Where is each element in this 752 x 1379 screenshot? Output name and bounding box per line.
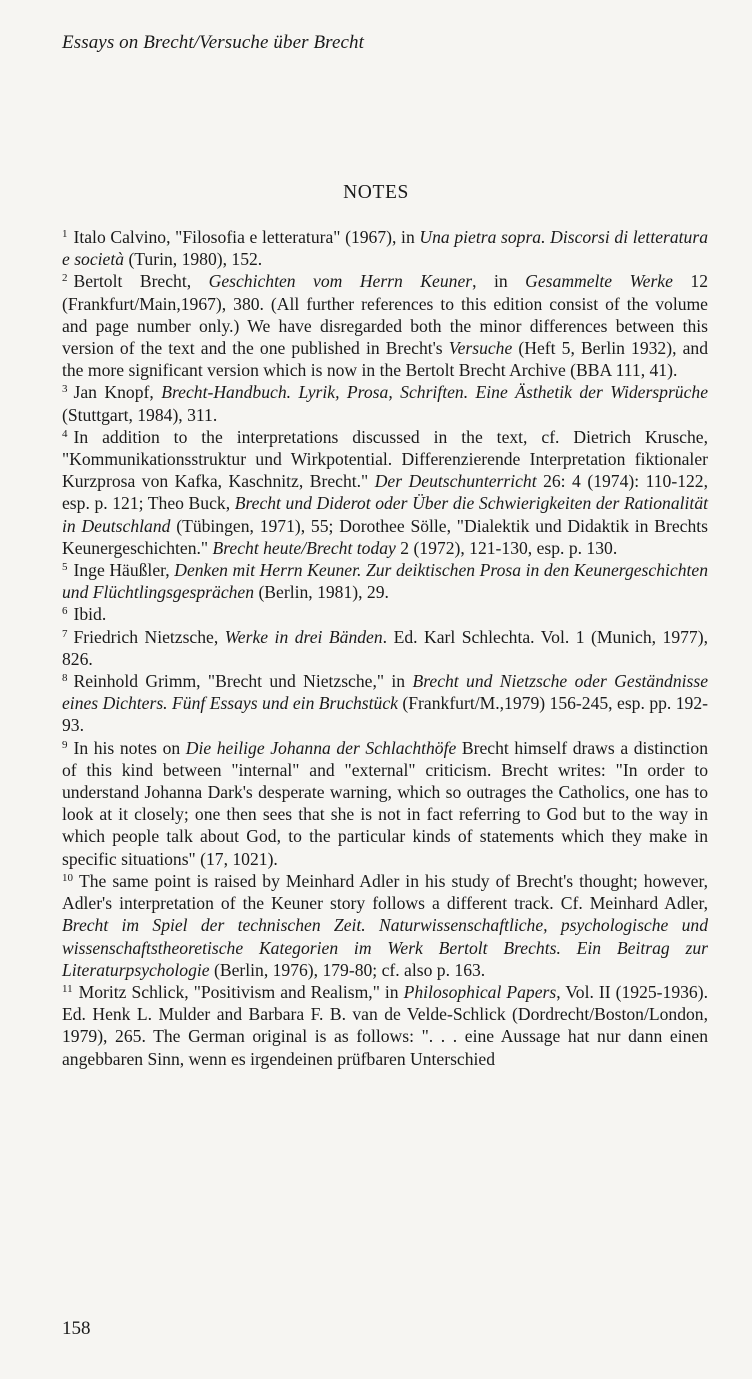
footnote-number: 3 — [62, 383, 68, 396]
footnote-text: , Vol. II (1925-1936). Ed. Henk L. Mulder and Barbara F. B. van de Velde-Schlick (Dordrecht/Boston/London, 1979), 265. The German original is as follows: ". . . eine Aussage hat nur dann einen angebbaren Sinn, wenn es irgendeinen prüfbaren Unterschied — [62, 981, 708, 1069]
footnote-text: (Heft 5, Berlin 1932), and the more significant version which is now in the Bertolt Brecht Archive (BBA 111, 41). — [62, 338, 709, 381]
footnote-number: 11 — [62, 982, 73, 995]
footnote — [62, 670, 708, 737]
footnote-number: 8 — [62, 672, 68, 685]
footnote-title-text: Una pietra sopra. Discorsi di letteratura e società — [62, 227, 708, 270]
footnote-text: , in — [472, 271, 526, 292]
footnote-text: (Stuttgart, 1984), 311. — [62, 404, 218, 425]
footnote-number: 9 — [62, 738, 68, 751]
notes-list — [62, 226, 708, 1070]
footnote-title-text: Geschichten vom Herrn Keuner — [208, 271, 473, 292]
footnote-number: 7 — [62, 627, 68, 640]
footnote-number: 6 — [62, 605, 68, 618]
footnote-title-text: Brecht und Diderot oder Über die Schwierigkeiten der Rationalität in Deutschland — [62, 493, 708, 536]
footnote-title-text: Versuche — [448, 338, 513, 359]
footnote — [62, 381, 708, 425]
footnote-text: In addition to the interpretations discussed in the text, cf. Dietrich Krusche, "Kommunikationsstruktur und Wirkpotential. Differenzierende Interpretation fiktionaler Kurzprosa von Kafka, Kaschnitz, Brecht." — [62, 426, 708, 492]
footnote-text: (Berlin, 1976), 179-80; cf. also p. 163. — [209, 959, 486, 980]
footnote-text: 2 (1972), 121-130, esp. p. 130. — [395, 537, 618, 558]
footnote-title-text: Brecht heute/Brecht today — [212, 537, 396, 558]
footnote-text: In his notes on — [73, 737, 186, 758]
footnote-number: 10 — [62, 871, 73, 884]
notes-heading: NOTES — [343, 182, 409, 203]
page-number: 158 — [62, 1318, 91, 1339]
footnote-title-text: Philosophical Papers — [403, 981, 557, 1002]
footnote — [62, 426, 708, 559]
footnote-text: Jan Knopf, — [73, 382, 162, 403]
footnote-text: 12 (Frankfurt/Main,1967), 380. (All further references to this edition consist of the volume and page number only.) We have disregarded both the minor differences between this version of the text and the one published in Brecht's — [62, 271, 708, 359]
footnote-number: 4 — [62, 427, 68, 440]
footnote — [62, 737, 708, 870]
footnote-title-text: Die heilige Johanna der Schlachthöfe — [185, 737, 457, 758]
running-head: Essays on Brecht/Versuche über Brecht — [62, 32, 364, 53]
footnote-text: (Frankfurt/M.,1979) 156-245, esp. pp. 192-93. — [62, 693, 709, 736]
footnote-text: Reinhold Grimm, "Brecht und Nietzsche," in — [73, 671, 413, 692]
footnote-text: Inge Häußler, — [73, 560, 175, 581]
footnote-title-text: Brecht im Spiel der technischen Zeit. Naturwissenschaftliche, psychologische und wissenschaftstheoretische Kategorien im Werk Bertolt Brechts. Ein Beitrag zur Literaturpsychologie — [62, 915, 708, 980]
footnote — [62, 870, 708, 981]
footnote-text: (Berlin, 1981), 29. — [254, 582, 389, 603]
footnote-title-text: Gesammelte Werke — [525, 271, 673, 292]
footnote-number: 1 — [62, 228, 68, 240]
footnote-text: 26: 4 (1974): 110-122, esp. p. 121; Theo Buck, — [62, 471, 709, 514]
footnote-text: Bertolt Brecht, — [73, 271, 209, 292]
footnote-text: Brecht himself draws a distinction of this kind between "internal" and "external" criticism. Brecht writes: "In order to understand Johanna Dark's desperate warning, which so outrages the Catholics, one has to look at it closely; one then sees that she is not in fact referring to God but to the way in which people talk about God, to the particular kinds of statements which they make in specific situations" (17, 1021). — [62, 737, 708, 869]
footnote-text: Italo Calvino, "Filosofia e letteratura" (1967), in — [73, 227, 420, 247]
footnote-title-text: Der Deutschunterricht — [374, 471, 537, 492]
footnote — [62, 226, 708, 270]
footnote-title-text: Brecht und Nietzsche oder Geständnisse eines Dichters. Fünf Essays und ein Bruchstück — [62, 671, 709, 714]
footnote-text: The same point is raised by Meinhard Adler in his study of Brecht's thought; however, Adler's interpretation of the Keuner story follows a different track. Cf. Meinhard Adler, — [62, 870, 708, 914]
footnote-number: 5 — [62, 561, 68, 574]
footnote-text: Friedrich Nietzsche, — [73, 626, 225, 647]
footnote — [62, 270, 708, 381]
footnote — [62, 603, 708, 625]
footnote — [62, 559, 708, 603]
footnote-number: 2 — [62, 272, 68, 285]
footnote — [62, 626, 708, 670]
footnote-title-text: Denken mit Herrn Keuner. Zur deiktischen Prosa in den Keunergeschichten und Flüchtlingsgesprächen — [62, 560, 708, 603]
footnote-text: . Ed. Karl Schlechta. Vol. 1 (Munich, 1977), 826. — [62, 626, 708, 669]
footnote — [62, 981, 708, 1070]
footnote-text: (Tübingen, 1971), 55; Dorothee Sölle, "Dialektik und Didaktik in Brechts Keunergeschichten." — [62, 515, 709, 558]
footnote-title-text: Brecht-Handbuch. Lyrik, Prosa, Schriften. Eine Ästhetik der Widersprüche — [161, 382, 708, 403]
footnote-text: (Turin, 1980), 152. — [124, 249, 263, 270]
footnote-text: Moritz Schlick, "Positivism and Realism," in — [78, 981, 404, 1002]
footnote-text: Ibid. — [73, 604, 107, 625]
footnote-title-text: Werke in drei Bänden — [224, 626, 383, 647]
